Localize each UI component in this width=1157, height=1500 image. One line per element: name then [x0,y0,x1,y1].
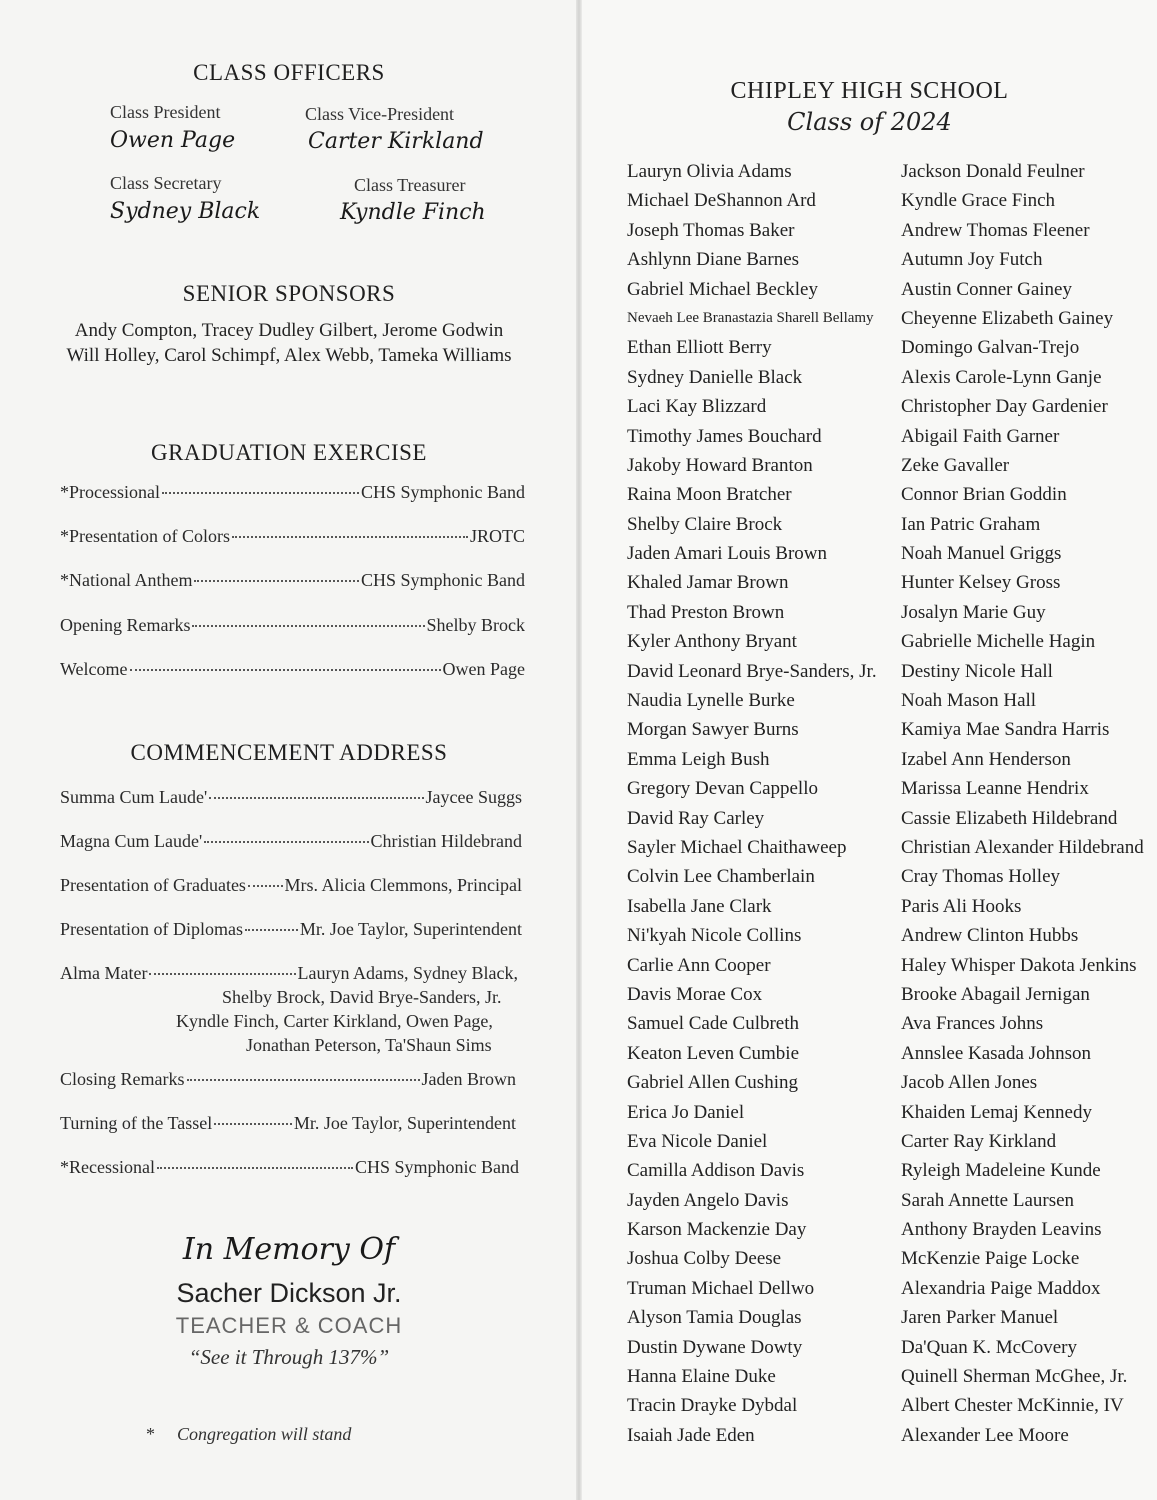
graduate-name: Noah Mason Hall [901,690,1037,712]
graduate-name: Izabel Ann Henderson [901,748,1071,770]
treasurer-name: Kyndle Finch [340,200,486,225]
program-label: Presentation of Diplomas [60,919,243,939]
graduate-name: Christopher Day Gardenier [901,396,1108,418]
graduate-name: Davis Morae Cox [627,983,763,1005]
graduate-name: Alexandria Paige Maddox [901,1277,1101,1299]
congregation-note [146,1424,351,1445]
graduate-name: Hunter Kelsey Gross [901,572,1061,594]
memory-title: In Memory Of [182,1232,396,1267]
program-row [60,919,522,940]
graduate-name: Da'Quan K. McCovery [901,1336,1077,1358]
school-title: CHIPLEY HIGH SCHOOL [730,78,1009,104]
program-value: Owen Page [442,659,525,679]
graduate-name: Jackson Donald Feulner [901,161,1085,182]
graduate-name: Josalyn Marie Guy [901,601,1046,623]
graduate-name: Keaton Leven Cumbie [627,1042,800,1064]
graduate-name: Ni'kyah Nicole Collins [627,925,802,947]
graduate-name: Erica Jo Daniel [627,1101,745,1123]
program-value: CHS Symphonic Band [354,1157,519,1177]
program-value: Shelby Brock [426,615,525,635]
graduate-name: Khaled Jamar Brown [627,572,789,594]
graduate-name: Kyler Anthony Bryant [627,631,797,653]
graduate-name: Sayler Michael Chaithaweep [627,836,847,858]
program-value: Christian Hildebrand [370,831,522,851]
graduate-name: Gregory Devan Cappello [627,778,818,800]
graduate-name: Connor Brian Goddin [901,484,1067,506]
graduate-name: Albert Chester McKinnie, IV [901,1395,1124,1417]
program-row [60,875,522,896]
program-row [60,831,522,852]
graduate-name: Emma Leigh Bush [627,748,770,770]
graduate-name: Alyson Tamia Douglas [627,1307,802,1329]
graduate-name: Brooke Abagail Jernigan [901,983,1090,1005]
graduate-name: Raina Moon Bratcher [627,484,792,506]
graduate-name: Quinell Sherman McGhee, Jr. [901,1366,1128,1388]
program-value: CHS Symphonic Band [360,570,525,590]
graduate-name: Truman Michael Dellwo [627,1277,815,1299]
memory-name: Sacher Dickson Jr. [176,1278,402,1308]
program-row [60,787,522,808]
commencement-title: COMMENCEMENT ADDRESS [130,740,448,765]
secretary-label: Class Secretary [110,173,222,193]
program-value: Mr. Joe Taylor, Superintendent [293,1113,516,1133]
graduate-name: Ethan Elliott Berry [627,337,772,359]
program-value: Mrs. Alicia Clemmons, Principal [284,875,522,895]
graduate-name: Jayden Angelo Davis [627,1189,789,1211]
graduate-name: Autumn Joy Futch [901,249,1043,271]
graduate-name: Timothy James Bouchard [627,425,822,447]
graduate-name: David Leonard Brye-Sanders, Jr. [627,660,877,682]
memory-role: TEACHER & COACH [175,1313,403,1338]
graduate-name: Laci Kay Blizzard [627,396,767,418]
program-row [60,482,525,503]
graduate-name: Noah Manuel Griggs [901,543,1062,565]
graduate-name: Ava Frances Johns [901,1013,1044,1035]
graduate-name: Marissa Leanne Hendrix [901,778,1089,800]
program-value: Jaden Brown [421,1069,516,1089]
program-value: Jaycee Suggs [425,787,522,807]
sponsors-title: SENIOR SPONSORS [182,281,396,306]
graduate-name: Andrew Thomas Fleener [901,219,1090,241]
graduate-name: Hanna Elaine Duke [627,1366,776,1388]
graduate-name: Cheyenne Elizabeth Gainey [901,307,1114,329]
graduate-name: Samuel Cade Culbreth [627,1013,800,1035]
vice-president-label: Class Vice-President [305,104,455,124]
program-value: CHS Symphonic Band [360,482,525,502]
program-label: *Recessional [60,1157,155,1177]
graduate-name: Gabrielle Michelle Hagin [901,631,1096,653]
graduate-name: Destiny Nicole Hall [901,660,1053,682]
graduate-name: Carter Ray Kirkland [901,1130,1057,1152]
graduate-name: Lauryn Olivia Adams [627,161,792,182]
graduate-name: Cassie Elizabeth Hildebrand [901,807,1118,829]
graduate-name: Cray Thomas Holley [901,866,1061,888]
graduate-name: Alexander Lee Moore [901,1424,1069,1446]
graduate-name: Christian Alexander Hildebrand [901,836,1144,858]
graduate-name: Karson Mackenzie Day [627,1219,807,1241]
graduate-name: Colvin Lee Chamberlain [627,866,815,888]
graduate-name: Naudia Lynelle Burke [627,690,795,712]
graduate-name: David Ray Carley [627,807,765,829]
graduate-name: Carlie Ann Cooper [627,954,771,976]
graduate-name: Kyndle Grace Finch [901,190,1056,212]
graduation-title: GRADUATION EXERCISE [151,440,427,465]
treasurer-label: Class Treasurer [354,175,466,195]
graduate-name: Isabella Jane Clark [627,895,772,917]
program-label: *National Anthem [60,570,193,590]
graduate-name: Nevaeh Lee Branastazia Sharell Bellamy [627,309,874,326]
graduate-name: Alexis Carole-Lynn Ganje [901,366,1102,388]
graduate-name: Abigail Faith Garner [901,425,1060,447]
program-row [60,1069,516,1090]
graduate-name: Paris Ali Hooks [901,895,1022,917]
program-label: Turning of the Tassel [60,1113,213,1133]
program-row [60,963,518,984]
graduate-name: Michael DeShannon Ard [627,190,816,212]
graduate-name: Gabriel Allen Cushing [627,1072,798,1094]
graduate-name: Sydney Danielle Black [627,366,803,388]
sponsors-list [0,318,578,368]
program-row [60,615,525,636]
graduate-name: Eva Nicole Daniel [627,1130,768,1152]
graduate-list-col1 [627,157,877,1450]
graduate-name: Ashlynn Diane Barnes [627,249,800,271]
program-label: Presentation of Graduates [60,875,246,895]
graduate-name: Isaiah Jade Eden [627,1424,755,1446]
graduate-list-col2 [901,157,1144,1450]
graduate-name: Zeke Gavaller [901,454,1010,476]
graduate-name: Anthony Brayden Leavins [901,1219,1102,1241]
program-label: Alma Mater [60,963,148,983]
graduate-name: Tracin Drayke Dybdal [627,1395,798,1417]
program-label: *Processional [60,482,160,502]
program-label: Opening Remarks [60,615,191,635]
president-label: Class President [110,102,221,122]
alma-mater-line: Jonathan Peterson, Ta'Shaun Sims [246,1035,492,1055]
graduate-name: Annslee Kasada Johnson [901,1042,1091,1064]
program-row [60,570,525,591]
graduate-name: Jaren Parker Manuel [901,1307,1059,1329]
graduate-name: Shelby Claire Brock [627,513,783,535]
graduate-name: Dustin Dywane Dowty [627,1336,803,1358]
alma-mater-line: Kyndle Finch, Carter Kirkland, Owen Page, [176,1011,493,1031]
graduate-name: Haley Whisper Dakota Jenkins [901,954,1137,976]
secretary-name: Sydney Black [110,199,261,224]
note-star: * [146,1424,155,1444]
vice-president-name: Carter Kirkland [308,129,484,154]
graduate-name: Joseph Thomas Baker [627,219,795,241]
graduate-name: Camilla Addison Davis [627,1160,805,1182]
program-value: JROTC [469,526,525,546]
class-of-title: Class of 2024 [787,108,952,136]
program-label: Closing Remarks [60,1069,185,1089]
program-row [60,1157,519,1178]
program-label: Summa Cum Laude' [60,787,208,807]
graduate-name: Thad Preston Brown [627,601,785,623]
note-text: Congregation will stand [177,1424,352,1444]
program-row [60,526,525,547]
graduate-name: Domingo Galvan-Trejo [901,337,1080,359]
graduate-name: Austin Conner Gainey [901,278,1072,300]
graduate-name: Andrew Clinton Hubbs [901,925,1079,947]
officers-title: CLASS OFFICERS [193,60,385,85]
program-label: *Presentation of Colors [60,526,230,546]
graduate-name: Jacob Allen Jones [901,1072,1038,1094]
graduate-name: Sarah Annette Laursen [901,1189,1075,1211]
sponsors-line: Will Holley, Carol Schimpf, Alex Webb, Tameka Williams [66,345,512,366]
alma-mater-line: Shelby Brock, David Brye-Sanders, Jr. [222,987,502,1007]
president-name: Owen Page [110,128,236,153]
graduate-name: Jaden Amari Louis Brown [627,543,828,565]
program-label: Magna Cum Laude' [60,831,203,851]
graduate-name: Ian Patric Graham [901,513,1041,535]
memory-quote: “See it Through 137%” [188,1345,390,1369]
graduate-name: Kamiya Mae Sandra Harris [901,719,1110,741]
program-label: Welcome [60,659,128,679]
program-row [60,659,525,680]
program-value: Mr. Joe Taylor, Superintendent [299,919,522,939]
graduate-name: McKenzie Paige Locke [901,1248,1080,1270]
program-value: Lauryn Adams, Sydney Black, [297,963,518,983]
graduate-name: Ryleigh Madeleine Kunde [901,1160,1101,1182]
graduate-name: Jakoby Howard Branton [627,454,813,476]
graduate-name: Morgan Sawyer Burns [627,719,799,741]
graduate-name: Gabriel Michael Beckley [627,278,818,300]
graduate-name: Khaiden Lemaj Kennedy [901,1101,1092,1123]
graduate-name: Joshua Colby Deese [627,1248,782,1270]
sponsors-line: Andy Compton, Tracey Dudley Gilbert, Jerome Godwin [74,320,504,341]
program-row [60,1113,516,1134]
